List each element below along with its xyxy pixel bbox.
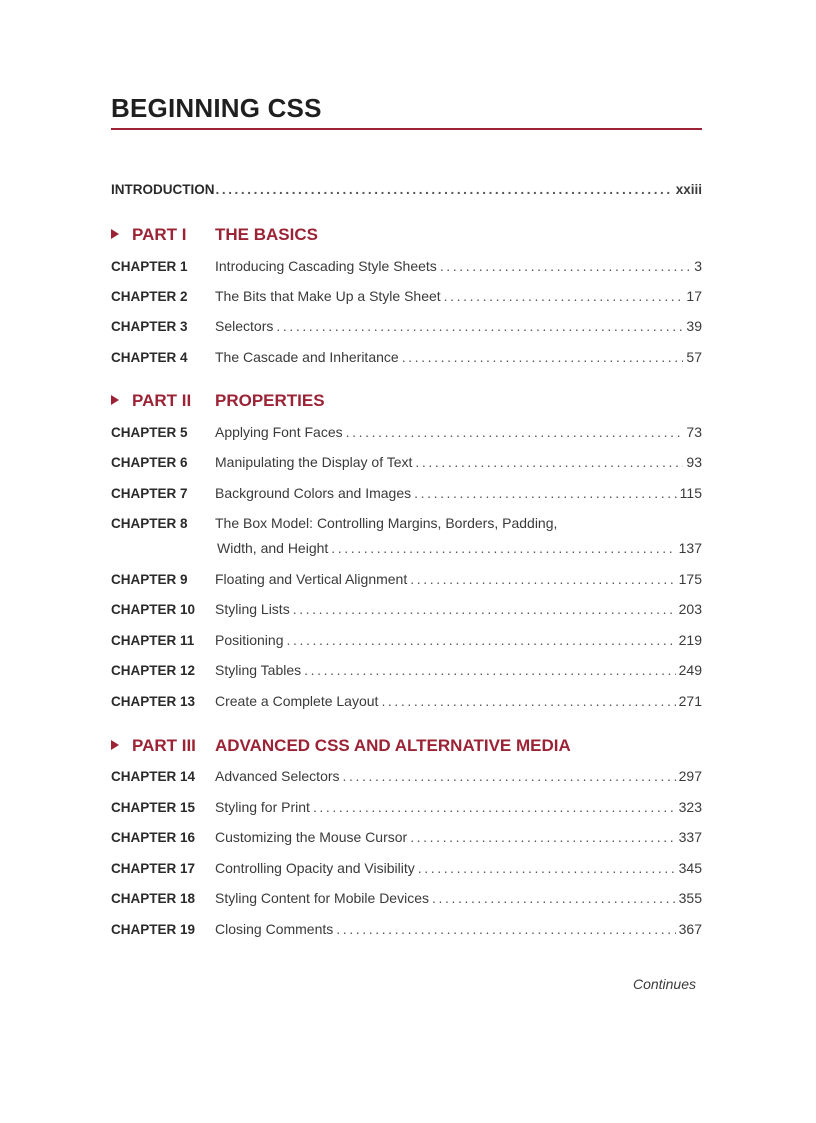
leader-dots [293, 601, 676, 617]
leader-dots [336, 921, 675, 937]
triangle-right-icon [111, 229, 119, 239]
chapter-title: Controlling Opacity and Visibility [215, 860, 415, 876]
part-label: PART III [132, 736, 196, 755]
toc-chapter-row[interactable] [111, 829, 702, 845]
chapter-label: CHAPTER 17 [111, 861, 196, 876]
chapter-title: Closing Comments [215, 921, 334, 937]
chapter-title: Manipulating the Display of Text [215, 454, 413, 470]
toc-chapter-row[interactable] [111, 890, 702, 906]
part-title: PROPERTIES [215, 391, 325, 410]
chapter-title: The Box Model: Controlling Margins, Borders, Padding, [215, 515, 558, 531]
chapter-label: CHAPTER 6 [111, 455, 188, 470]
chapter-page: 367 [678, 921, 702, 937]
chapter-label: CHAPTER 11 [111, 633, 195, 648]
chapter-label: CHAPTER 3 [111, 319, 188, 334]
introduction-label: INTRODUCTION [111, 182, 215, 197]
leader-dots [313, 799, 676, 815]
chapter-page: 249 [678, 662, 702, 678]
chapter-page: 323 [678, 799, 702, 815]
chapter-label: CHAPTER 16 [111, 830, 196, 845]
leader-dots [402, 349, 684, 365]
toc-chapter-row[interactable] [111, 454, 702, 470]
toc-chapter-row[interactable] [111, 693, 702, 709]
chapter-page: 17 [686, 288, 702, 304]
chapter-label: CHAPTER 10 [111, 602, 196, 617]
chapter-title: Floating and Vertical Alignment [215, 571, 408, 587]
title-divider [111, 128, 702, 130]
chapter-label: CHAPTER 12 [111, 663, 196, 678]
chapter-title: Selectors [215, 318, 274, 334]
book-title: BEGINNING CSS [111, 93, 322, 123]
chapter-page: 57 [686, 349, 702, 365]
toc-chapter-row[interactable] [111, 799, 702, 815]
chapter-page: 3 [694, 258, 702, 274]
toc-chapter-row[interactable] [111, 768, 702, 784]
leader-dots [418, 860, 676, 876]
chapter-label: CHAPTER 8 [111, 516, 188, 531]
leader-dots [346, 424, 684, 440]
toc-chapter-row[interactable] [111, 288, 702, 304]
leader-dots [343, 768, 676, 784]
chapter-label: CHAPTER 18 [111, 891, 196, 906]
toc-chapter-row[interactable] [111, 571, 702, 587]
leader-dots [410, 571, 675, 587]
leader-dots [304, 662, 676, 678]
leader-dots [216, 182, 673, 197]
toc-chapter-row[interactable] [111, 318, 702, 334]
toc-chapter-row[interactable] [111, 424, 702, 440]
toc-chapter-row[interactable] [111, 485, 702, 501]
chapter-label: CHAPTER 5 [111, 425, 188, 440]
toc-chapter-row[interactable] [111, 662, 702, 678]
leader-dots [410, 829, 675, 845]
part-title: ADVANCED CSS AND ALTERNATIVE MEDIA [215, 736, 571, 755]
chapter-page: 219 [678, 632, 702, 648]
chapter-label: CHAPTER 2 [111, 289, 188, 304]
chapter-page: 271 [678, 693, 702, 709]
chapter-page: 137 [678, 540, 702, 556]
toc-chapter-row-continuation[interactable] [217, 540, 702, 556]
toc-chapter-row[interactable] [111, 515, 702, 531]
toc-introduction[interactable] [111, 182, 702, 197]
chapter-page: 39 [686, 318, 702, 334]
leader-dots [276, 318, 683, 334]
chapter-title: Customizing the Mouse Cursor [215, 829, 408, 845]
chapter-page: 175 [678, 571, 702, 587]
toc-chapter-row[interactable] [111, 258, 702, 274]
chapter-label: CHAPTER 13 [111, 694, 196, 709]
chapter-title: The Bits that Make Up a Style Sheet [215, 288, 441, 304]
introduction-page: xxiii [675, 182, 702, 197]
leader-dots [415, 454, 683, 470]
leader-dots [331, 540, 675, 556]
chapter-title: The Cascade and Inheritance [215, 349, 399, 365]
chapter-title: Advanced Selectors [215, 768, 340, 784]
part-title: THE BASICS [215, 225, 318, 244]
part-heading-2[interactable] [111, 391, 702, 411]
toc-chapter-row[interactable] [111, 601, 702, 617]
leader-dots [432, 890, 676, 906]
chapter-label: CHAPTER 15 [111, 800, 196, 815]
chapter-label: CHAPTER 1 [111, 259, 188, 274]
chapter-label: CHAPTER 14 [111, 769, 196, 784]
chapter-label: CHAPTER 7 [111, 486, 188, 501]
chapter-title: Create a Complete Layout [215, 693, 379, 709]
triangle-right-icon [111, 740, 119, 750]
chapter-page: 345 [678, 860, 702, 876]
chapter-page: 203 [678, 601, 702, 617]
part-heading-3[interactable] [111, 736, 702, 756]
continues-note: Continues [632, 976, 696, 992]
chapter-label: CHAPTER 19 [111, 922, 196, 937]
chapter-page: 93 [686, 454, 702, 470]
chapter-title: Background Colors and Images [215, 485, 412, 501]
toc-chapter-row[interactable] [111, 860, 702, 876]
chapter-title: Styling Tables [215, 662, 302, 678]
part-heading-1[interactable] [111, 225, 702, 245]
part-label: PART II [132, 391, 192, 410]
toc-chapter-row[interactable] [111, 349, 702, 365]
leader-dots [414, 485, 677, 501]
chapter-label: CHAPTER 4 [111, 350, 188, 365]
leader-dots [287, 632, 676, 648]
toc-chapter-row[interactable] [111, 632, 702, 648]
leader-dots [440, 258, 691, 274]
toc-chapter-row[interactable] [111, 921, 702, 937]
chapter-title: Applying Font Faces [215, 424, 343, 440]
leader-dots [381, 693, 675, 709]
chapter-title: Styling Lists [215, 601, 290, 617]
chapter-title: Styling for Print [215, 799, 310, 815]
chapter-title: Positioning [215, 632, 284, 648]
leader-dots [444, 288, 684, 304]
chapter-page: 115 [679, 485, 702, 501]
chapter-page: 297 [678, 768, 702, 784]
chapter-title: Introducing Cascading Style Sheets [215, 258, 437, 274]
chapter-page: 73 [686, 424, 702, 440]
chapter-page: 337 [678, 829, 702, 845]
triangle-right-icon [111, 395, 119, 405]
chapter-label: CHAPTER 9 [111, 572, 188, 587]
chapter-title: Styling Content for Mobile Devices [215, 890, 429, 906]
part-label: PART I [132, 225, 187, 244]
chapter-title-continued: Width, and Height [217, 540, 329, 556]
chapter-page: 355 [678, 890, 702, 906]
